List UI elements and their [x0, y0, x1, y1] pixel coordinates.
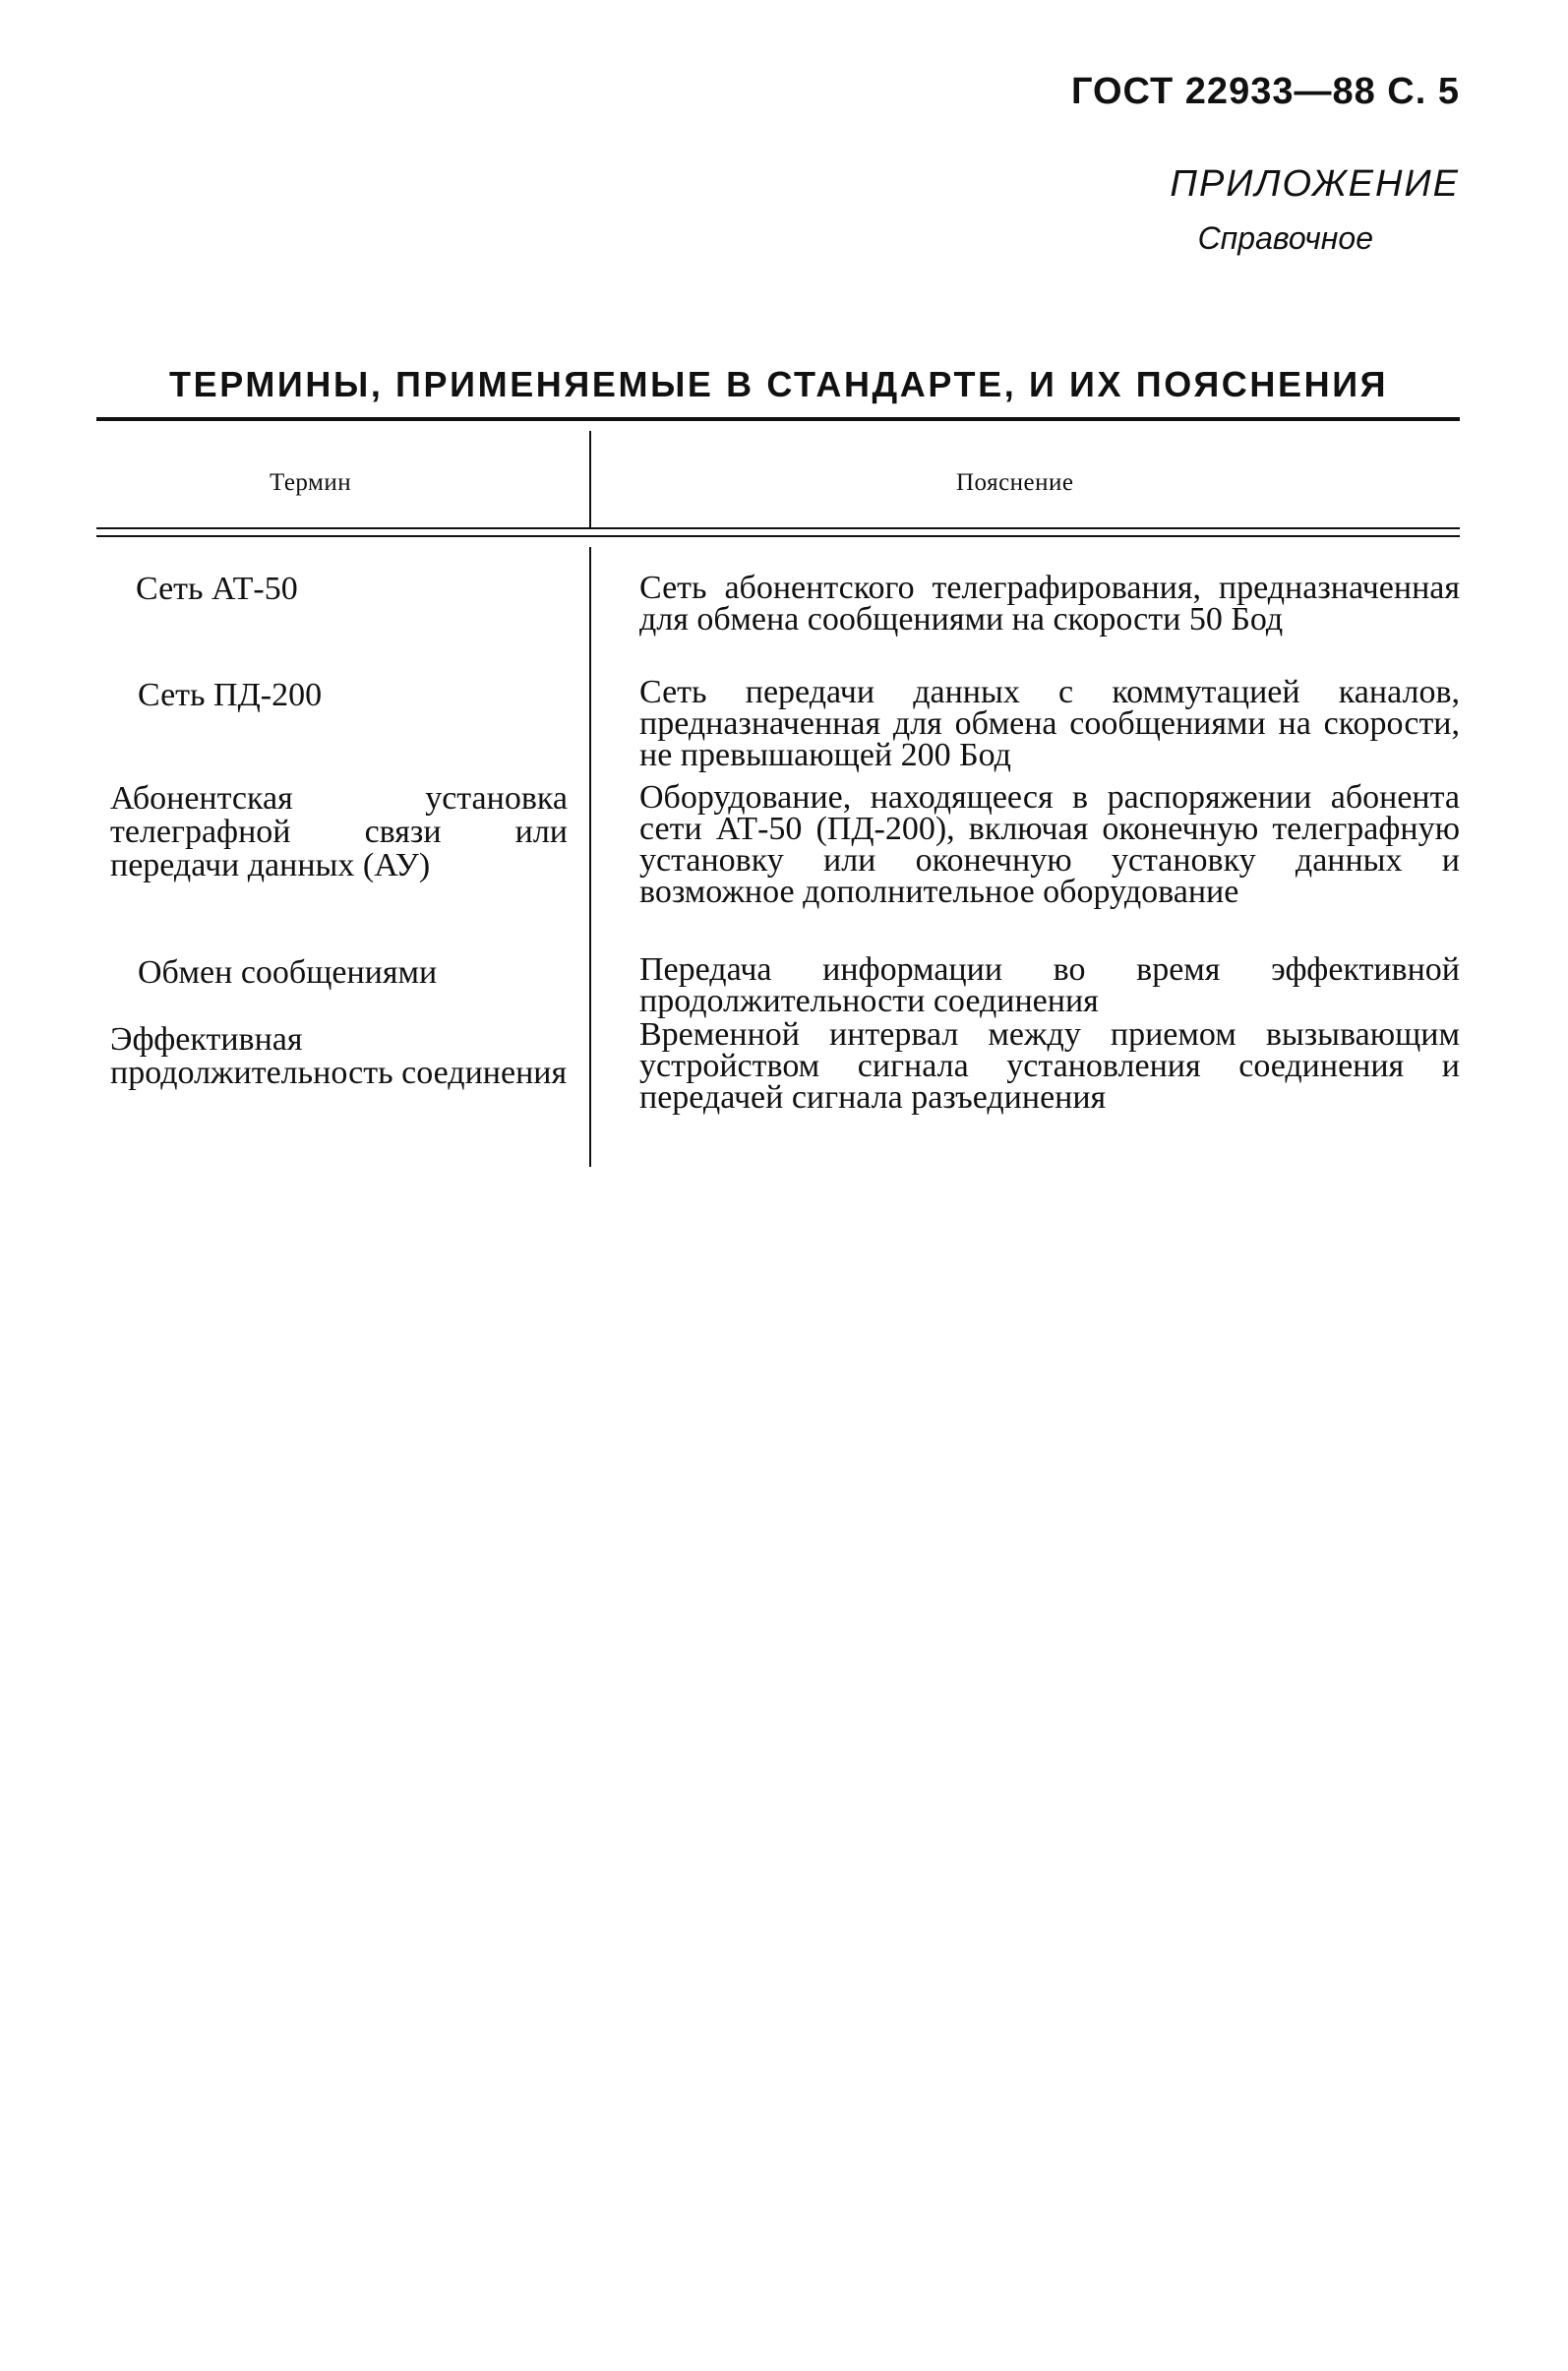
- header-column-divider: [589, 431, 591, 527]
- header-rule-upper: [96, 527, 1460, 529]
- table-row-explanation: Оборудование, находящееся в распоряжении абонента сети АТ-50 (ПД-200), включая оконечную телеграфную установку или оконечную установку данных и возможное дополнительное оборудование: [639, 779, 1460, 910]
- column-header-term: Термин: [270, 469, 352, 496]
- table-row-term: Абонентская установка телеграфной связи или передачи данных (АУ): [110, 780, 568, 883]
- table-row-explanation: Сеть абонентского телеграфирования, предназначенная для обмена сообщениями на скорости 50 Бод: [639, 570, 1460, 638]
- appendix-type: Справочное: [1197, 220, 1373, 256]
- body-column-divider: [589, 547, 591, 1167]
- header-rule-lower: [96, 535, 1460, 537]
- appendix-label: ПРИЛОЖЕНИЕ: [1170, 163, 1460, 205]
- page-header-standard-ref: ГОСТ 22933—88 С. 5: [1070, 71, 1460, 112]
- table-row-term: Сеть ПД-200: [138, 677, 323, 713]
- column-header-explanation: Пояснение: [956, 469, 1074, 496]
- table-top-rule: [96, 417, 1460, 421]
- table-row-explanation: Временной интервал между приемом вызывающим устройством сигнала установления соединения и передачей сигнала разъединения: [639, 1016, 1460, 1116]
- table-row-explanation: Сеть передачи данных с коммутацией каналов, предназначенная для обмена сообщениями на скорости, не превышающей 200 Бод: [639, 674, 1460, 773]
- document-title: ТЕРМИНЫ, ПРИМЕНЯЕМЫЕ В СТАНДАРТЕ, И ИХ ПОЯСНЕНИЯ: [169, 364, 1389, 404]
- table-row-explanation: Передача информации во время эффективной продолжительности соединения: [639, 951, 1460, 1019]
- table-row-term: Обмен сообщениями: [138, 954, 438, 991]
- table-row-term: Эффективная продолжительность соединения: [110, 1021, 568, 1091]
- table-row-term: Сеть АТ-50: [136, 571, 298, 607]
